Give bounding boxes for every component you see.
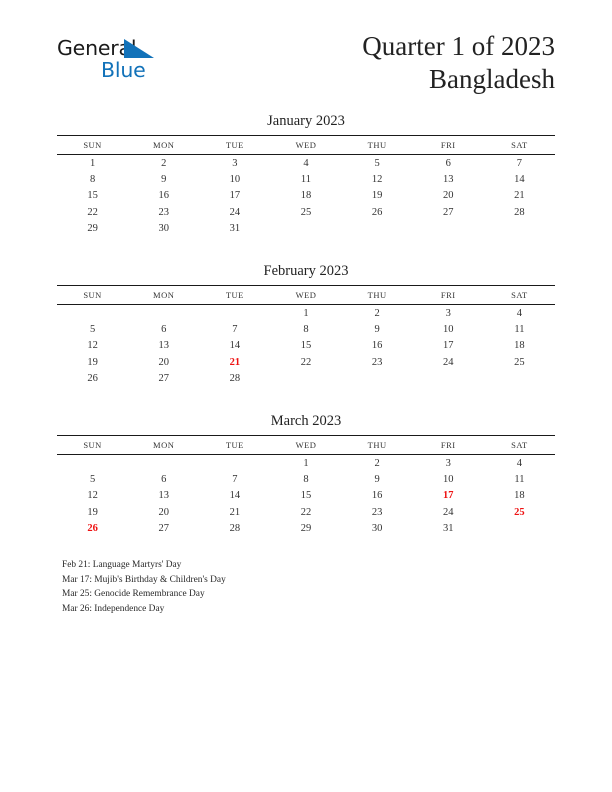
calendar-week-row bbox=[57, 221, 555, 237]
calendar-day[interactable]: 20 bbox=[158, 356, 169, 368]
calendar-day[interactable]: 11 bbox=[514, 324, 525, 336]
calendar-day[interactable]: 21 bbox=[229, 506, 241, 518]
calendar-day[interactable]: 6 bbox=[161, 474, 167, 486]
weekday-thu: THU bbox=[342, 286, 413, 305]
calendar-day[interactable]: 8 bbox=[89, 174, 96, 186]
calendar-day[interactable]: 22 bbox=[300, 506, 312, 518]
calendar-day[interactable]: 4 bbox=[303, 157, 309, 169]
calendar-day[interactable]: 8 bbox=[303, 474, 309, 486]
calendar-day[interactable]: 18 bbox=[300, 190, 312, 202]
calendar-day-empty bbox=[128, 455, 199, 472]
page-header bbox=[57, 30, 555, 100]
calendar-day[interactable]: 21 bbox=[514, 190, 525, 202]
calendar-day[interactable]: 13 bbox=[158, 490, 169, 502]
calendar-day[interactable]: 20 bbox=[443, 190, 454, 202]
weekday-fri: FRI bbox=[413, 136, 484, 155]
calendar-day[interactable]: 20 bbox=[158, 506, 169, 518]
calendar-week-row bbox=[57, 455, 555, 472]
weekday-tue: TUE bbox=[199, 436, 270, 455]
calendar-week-row bbox=[57, 354, 555, 370]
calendar-week-row bbox=[57, 471, 555, 487]
calendar-day[interactable]: 23 bbox=[371, 506, 383, 518]
calendar-day[interactable]: 28 bbox=[229, 523, 241, 535]
calendar-table bbox=[57, 285, 555, 387]
weekday-header-row bbox=[57, 136, 555, 155]
calendar-day[interactable]: 3 bbox=[445, 307, 451, 319]
calendar-day[interactable]: 2 bbox=[374, 457, 380, 469]
calendar-body bbox=[57, 305, 555, 387]
calendar-day[interactable]: 28 bbox=[229, 373, 241, 385]
calendar-day[interactable]: 26 bbox=[371, 206, 383, 218]
calendar-body bbox=[57, 155, 555, 237]
weekday-fri: FRI bbox=[413, 286, 484, 305]
calendar-day[interactable]: 23 bbox=[371, 356, 383, 368]
calendar-day-empty bbox=[199, 305, 270, 322]
calendar-day[interactable]: 8 bbox=[303, 324, 309, 336]
calendar-day-empty bbox=[270, 371, 341, 387]
page-title: Quarter 1 of 2023 bbox=[362, 31, 555, 61]
month-block-march bbox=[57, 413, 555, 537]
calendar-day[interactable]: 6 bbox=[445, 157, 451, 169]
calendar-week-row bbox=[57, 488, 555, 504]
calendar-day[interactable]: 30 bbox=[158, 223, 169, 235]
calendar-head bbox=[57, 286, 555, 305]
logo-text-general: General bbox=[57, 36, 137, 60]
legend-item: Mar 17: Mujib's Birthday & Children's Day bbox=[62, 574, 226, 585]
calendar-day[interactable]: 3 bbox=[232, 157, 238, 169]
weekday-tue: TUE bbox=[199, 136, 270, 155]
calendar-day-empty bbox=[342, 371, 413, 387]
calendar-day[interactable]: 19 bbox=[87, 356, 98, 368]
calendar-day[interactable]: 29 bbox=[87, 223, 98, 235]
calendar-day-empty bbox=[413, 371, 484, 387]
calendar-day[interactable]: 31 bbox=[229, 223, 241, 235]
weekday-wed: WED bbox=[270, 436, 341, 455]
calendar-day[interactable]: 7 bbox=[232, 324, 238, 336]
calendar-day[interactable]: 24 bbox=[443, 356, 454, 368]
calendar-day[interactable]: 5 bbox=[374, 157, 380, 169]
calendar-day[interactable]: 12 bbox=[87, 490, 98, 502]
calendar-week-row bbox=[57, 188, 555, 204]
calendar-day[interactable]: 13 bbox=[443, 174, 454, 186]
calendar-day[interactable]: 15 bbox=[300, 490, 312, 502]
calendar-week-row bbox=[57, 521, 555, 537]
calendar-day-empty bbox=[57, 455, 128, 472]
calendar-day-empty bbox=[57, 305, 128, 322]
calendar-day[interactable]: 12 bbox=[87, 340, 98, 352]
calendar-day[interactable]: 5 bbox=[89, 474, 96, 486]
calendar-day[interactable]: 7 bbox=[516, 157, 523, 169]
calendar-week-row bbox=[57, 305, 555, 322]
calendar-day[interactable]: 27 bbox=[443, 206, 454, 218]
weekday-wed: WED bbox=[270, 286, 341, 305]
page-subtitle: Bangladesh bbox=[429, 64, 555, 94]
weekday-header-row bbox=[57, 436, 555, 455]
calendar-day-holiday[interactable]: 17 bbox=[443, 490, 454, 502]
calendar-day[interactable]: 12 bbox=[371, 174, 383, 186]
calendar-day[interactable]: 22 bbox=[300, 356, 312, 368]
calendar-day[interactable]: 18 bbox=[514, 490, 525, 502]
holiday-legend bbox=[62, 558, 512, 616]
calendar-day[interactable]: 19 bbox=[371, 190, 383, 202]
calendar-day[interactable]: 4 bbox=[516, 457, 523, 469]
weekday-sat: SAT bbox=[484, 136, 555, 155]
calendar-week-row bbox=[57, 504, 555, 520]
calendar-day[interactable]: 9 bbox=[374, 474, 380, 486]
calendar-week-row bbox=[57, 204, 555, 220]
weekday-sat: SAT bbox=[484, 286, 555, 305]
weekday-thu: THU bbox=[342, 436, 413, 455]
weekday-wed: WED bbox=[270, 136, 341, 155]
calendar-day[interactable]: 24 bbox=[229, 206, 241, 218]
calendar-table bbox=[57, 435, 555, 537]
calendar-day-empty bbox=[413, 221, 484, 237]
calendar-day[interactable]: 1 bbox=[89, 157, 96, 169]
calendar-week-row bbox=[57, 171, 555, 187]
calendar-day[interactable]: 29 bbox=[300, 523, 312, 535]
weekday-fri: FRI bbox=[413, 436, 484, 455]
weekday-mon: MON bbox=[128, 286, 199, 305]
calendar-day[interactable]: 16 bbox=[158, 190, 169, 202]
legend-item: Mar 26: Independence Day bbox=[62, 603, 165, 614]
calendar-day[interactable]: 18 bbox=[514, 340, 525, 352]
calendar-day-empty bbox=[199, 455, 270, 472]
calendar-day[interactable]: 1 bbox=[303, 307, 309, 319]
calendar-day-holiday[interactable]: 21 bbox=[229, 356, 241, 368]
calendar-day[interactable]: 27 bbox=[158, 523, 169, 535]
calendar-day[interactable]: 25 bbox=[514, 356, 525, 368]
month-title: March 2023 bbox=[270, 413, 342, 429]
calendar-day[interactable]: 17 bbox=[229, 190, 241, 202]
calendar-day[interactable]: 14 bbox=[229, 490, 241, 502]
calendar-day[interactable]: 10 bbox=[443, 474, 454, 486]
calendar-day[interactable]: 5 bbox=[89, 324, 96, 336]
month-title: February 2023 bbox=[263, 263, 349, 279]
calendar-day-holiday[interactable]: 26 bbox=[87, 523, 98, 535]
calendar-day[interactable]: 15 bbox=[300, 340, 312, 352]
general-blue-logo bbox=[57, 36, 247, 92]
calendar-week-row bbox=[57, 155, 555, 172]
calendar-day[interactable]: 7 bbox=[232, 474, 238, 486]
calendar-day-empty bbox=[484, 371, 555, 387]
calendar-day[interactable]: 26 bbox=[87, 373, 98, 385]
calendar-day[interactable]: 17 bbox=[443, 340, 454, 352]
calendar-day[interactable]: 25 bbox=[300, 206, 312, 218]
calendar-day[interactable]: 13 bbox=[158, 340, 169, 352]
month-title: January 2023 bbox=[267, 113, 345, 129]
calendar-body bbox=[57, 455, 555, 537]
weekday-sun: SUN bbox=[57, 136, 128, 155]
calendar-day-empty bbox=[484, 521, 555, 537]
calendar-day[interactable]: 1 bbox=[303, 457, 309, 469]
calendar-day[interactable]: 11 bbox=[514, 474, 525, 486]
triangle-icon bbox=[124, 39, 154, 58]
calendar-day[interactable]: 3 bbox=[445, 457, 451, 469]
calendar-day[interactable]: 9 bbox=[161, 174, 167, 186]
calendar-day-holiday[interactable]: 25 bbox=[514, 506, 525, 518]
calendar-day[interactable]: 22 bbox=[87, 206, 98, 218]
calendar-day[interactable]: 10 bbox=[443, 324, 454, 336]
calendar-day-empty bbox=[270, 221, 341, 237]
calendar-day[interactable]: 4 bbox=[516, 307, 523, 319]
weekday-sat: SAT bbox=[484, 436, 555, 455]
calendar-day-empty bbox=[128, 305, 199, 322]
month-block-february bbox=[57, 263, 555, 387]
calendar-day[interactable]: 16 bbox=[371, 490, 383, 502]
calendar-day[interactable]: 19 bbox=[87, 506, 98, 518]
calendar-day[interactable]: 31 bbox=[443, 523, 454, 535]
calendar-day[interactable]: 9 bbox=[374, 324, 380, 336]
weekday-tue: TUE bbox=[199, 286, 270, 305]
logo-text-blue: Blue bbox=[101, 58, 146, 82]
page-title-group bbox=[362, 30, 555, 96]
calendar-day[interactable]: 16 bbox=[371, 340, 383, 352]
calendar-week-row bbox=[57, 371, 555, 387]
calendar-week-row bbox=[57, 321, 555, 337]
month-block-january bbox=[57, 113, 555, 237]
calendar-day[interactable]: 27 bbox=[158, 373, 169, 385]
calendar-day[interactable]: 30 bbox=[371, 523, 383, 535]
calendar-week-row bbox=[57, 338, 555, 354]
weekday-sun: SUN bbox=[57, 436, 128, 455]
calendar-day[interactable]: 24 bbox=[443, 506, 454, 518]
calendar-day[interactable]: 14 bbox=[229, 340, 241, 352]
weekday-header-row bbox=[57, 286, 555, 305]
calendar-day[interactable]: 10 bbox=[229, 174, 241, 186]
calendar-day[interactable]: 14 bbox=[514, 174, 525, 186]
weekday-mon: MON bbox=[128, 436, 199, 455]
calendar-day[interactable]: 11 bbox=[300, 174, 312, 186]
calendar-head bbox=[57, 136, 555, 155]
calendar-day[interactable]: 2 bbox=[161, 157, 167, 169]
calendar-day[interactable]: 15 bbox=[87, 190, 98, 202]
calendar-day[interactable]: 23 bbox=[158, 206, 169, 218]
calendar-day-empty bbox=[484, 221, 555, 237]
weekday-mon: MON bbox=[128, 136, 199, 155]
legend-item: Mar 25: Genocide Remembrance Day bbox=[62, 589, 205, 600]
calendar-day[interactable]: 28 bbox=[514, 206, 525, 218]
calendar-day[interactable]: 2 bbox=[374, 307, 380, 319]
legend-item: Feb 21: Language Martyrs' Day bbox=[62, 560, 182, 570]
calendar-day[interactable]: 6 bbox=[161, 324, 167, 336]
weekday-sun: SUN bbox=[57, 286, 128, 305]
weekday-thu: THU bbox=[342, 136, 413, 155]
calendar-table bbox=[57, 135, 555, 237]
calendar-head bbox=[57, 436, 555, 455]
calendar-day-empty bbox=[342, 221, 413, 237]
